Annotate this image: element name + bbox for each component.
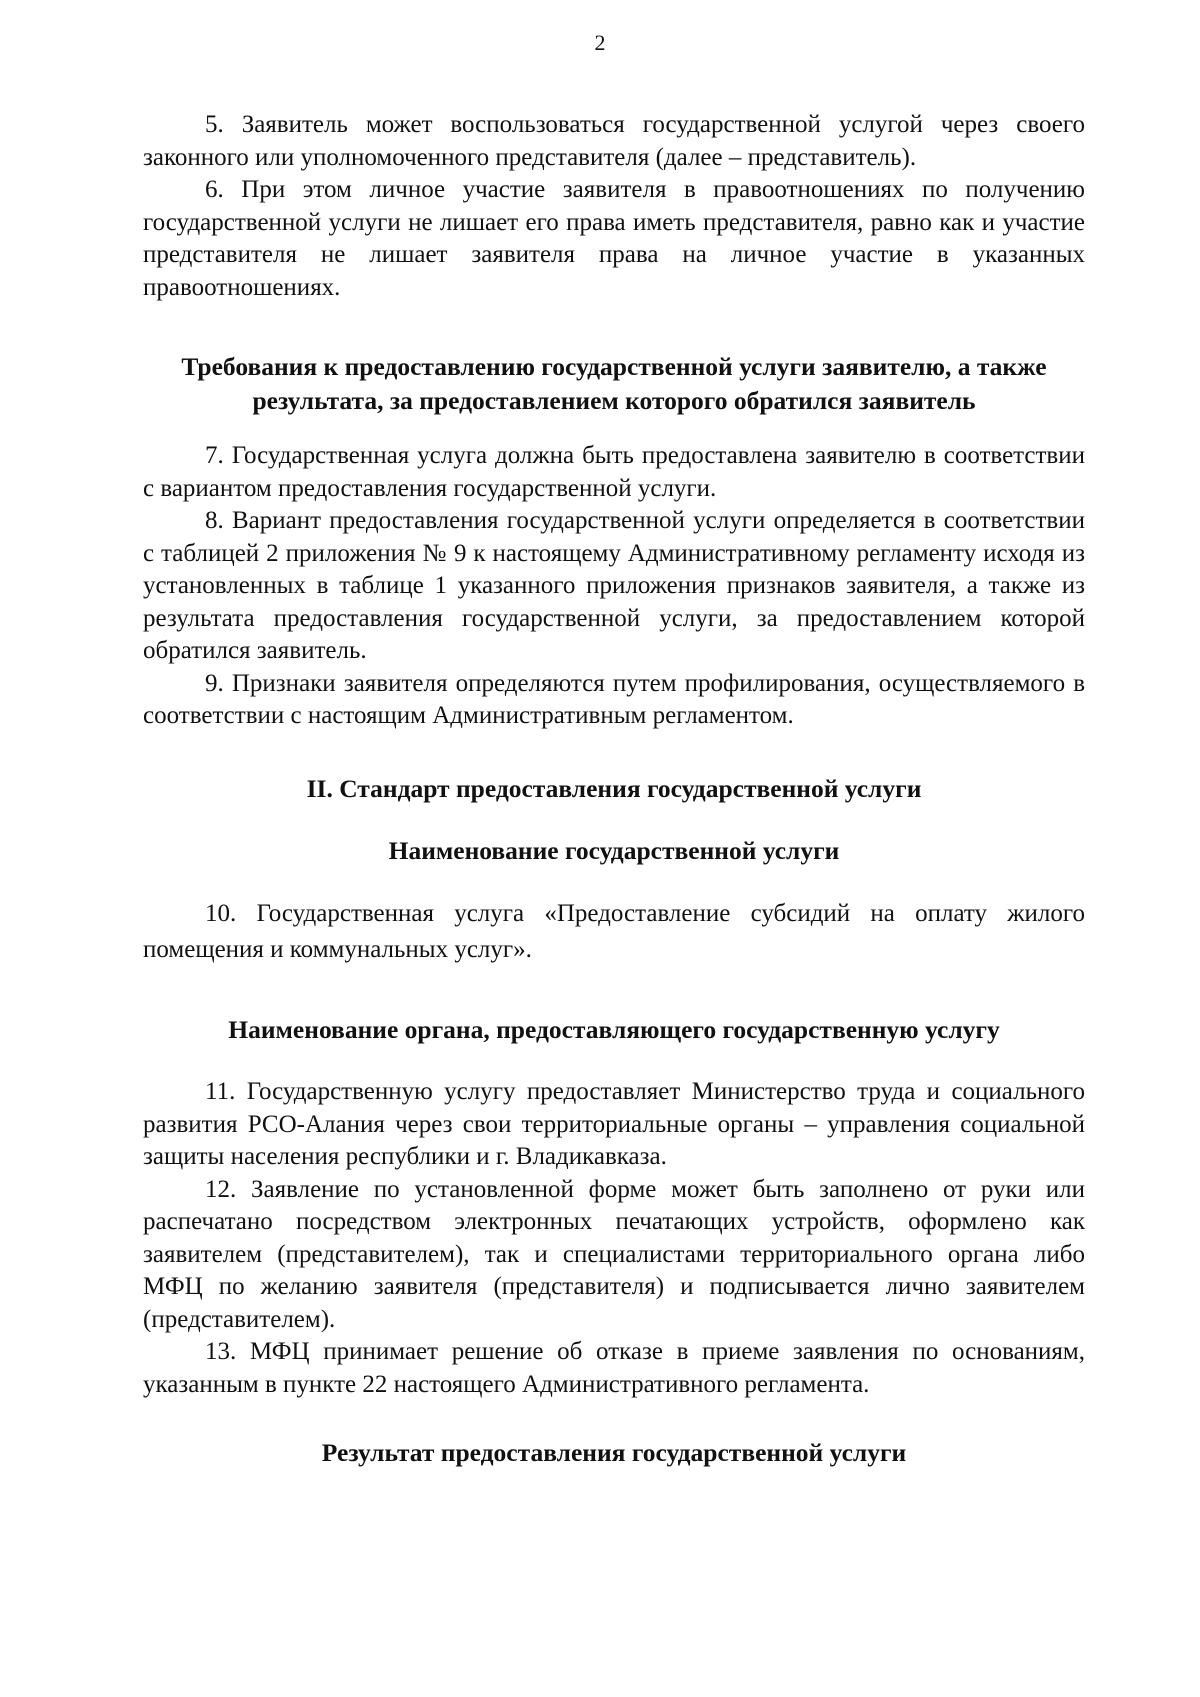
paragraph-block-authority bbox=[143, 1076, 1085, 1401]
paragraph-9: 9. Признаки заявителя определяются путем профилирования, осуществляемого в соответствии с настоящим Административным регламентом. bbox=[143, 669, 1085, 729]
paragraph-6: 6. При этом личное участие заявителя в правоотношениях по получению государственной услуги не лишает его права иметь представителя, равно как и участие представителя не лишает заявителя права на личное участие в указанных правоотношениях. bbox=[143, 176, 1085, 301]
paragraph-7: 7. Государственная услуга должна быть предоставлена заявителю в соответствии с вариантом предоставления государственной услуги. bbox=[143, 442, 1085, 502]
paragraph-5: 5. Заявитель может воспользоваться государственной услугой через своего законного или уполномоченного представителя (далее – представитель). bbox=[143, 111, 1085, 171]
heading-section-2: II. Стандарт предоставления государственной услуги bbox=[306, 774, 922, 803]
paragraph-block-variant bbox=[143, 440, 1085, 733]
paragraph-8: 8. Вариант предоставления государственной услуги определяется в соответствии с таблицей 2 приложения № 9 к настоящему Административному регламенту исходя из установленных в таблице 1 указанного приложения признаков заявителя, а также из результата предоставления государственной услуги, за предоставлением которой обратился заявитель. bbox=[143, 507, 1085, 664]
heading-requirements: Требования к предоставлению государственной услуги заявителю, а также результата, за предоставлением которого обратился заявитель bbox=[181, 352, 1047, 415]
paragraph-block-representative bbox=[143, 109, 1085, 304]
paragraph-block-service bbox=[143, 896, 1085, 968]
page-number: 2 bbox=[594, 30, 606, 55]
paragraph-10: 10. Государственная услуга «Предоставление субсидий на оплату жилого помещения и коммунальных услуг». bbox=[143, 900, 1085, 963]
paragraph-13: 13. МФЦ принимает решение об отказе в приеме заявления по основаниям, указанным в пункте 22 настоящего Административного регламента. bbox=[143, 1338, 1085, 1398]
heading-service-name: Наименование государственной услуги bbox=[388, 836, 840, 865]
heading-result: Результат предоставления государственной услуги bbox=[321, 1438, 907, 1467]
paragraph-11: 11. Государственную услугу предоставляет Министерство труда и социального развития РСО-Алания через свои территориальные органы – управления социальной защиты населения республики и г. Владикавказа. bbox=[143, 1078, 1085, 1170]
paragraph-12: 12. Заявление по установленной форме может быть заполнено от руки или распечатано посредством электронных печатающих устройств, оформлено как заявителем (представителем), так и специалистами территориального органа либо МФЦ по желанию заявителя (представителя) и подписывается лично заявителем (представителем). bbox=[143, 1175, 1085, 1333]
heading-authority: Наименование органа, предоставляющего государственную услугу bbox=[228, 1015, 1000, 1044]
